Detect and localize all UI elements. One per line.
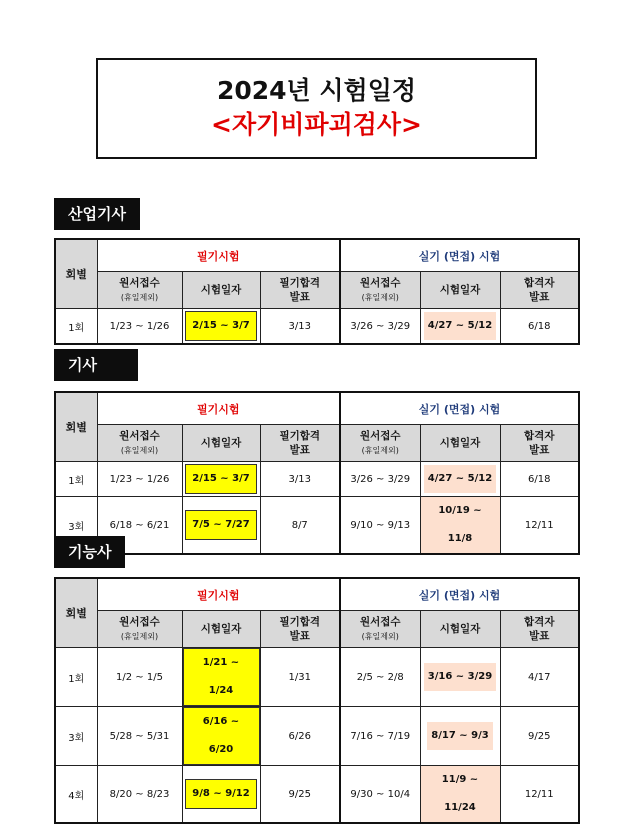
written-exam-date-header: 시험일자 bbox=[182, 425, 260, 462]
table-row bbox=[55, 707, 579, 766]
round-header: 회별 bbox=[55, 578, 97, 648]
final-result-cell: 6/18 bbox=[500, 462, 579, 497]
final-result-cell: 12/11 bbox=[500, 766, 579, 824]
practical-apply-cell: 7/16 ~ 7/19 bbox=[340, 707, 420, 766]
practical-exam-cell: 10/19 ~ 11/8 bbox=[420, 497, 500, 555]
written-apply-header: 원서접수 (휴일제외) bbox=[97, 611, 182, 648]
table-row bbox=[55, 462, 579, 497]
written-exam-date-header: 시험일자 bbox=[182, 611, 260, 648]
practical-apply-cell: 9/10 ~ 9/13 bbox=[340, 497, 420, 555]
round-cell: 3회 bbox=[55, 497, 97, 555]
schedule-table-craftsman bbox=[54, 577, 580, 824]
written-exam-group-header: 필기시험 bbox=[97, 392, 340, 425]
written-apply-cell: 1/2 ~ 1/5 bbox=[97, 648, 182, 707]
written-result-cell: 8/7 bbox=[260, 497, 340, 555]
written-result-header: 필기합격 발표 bbox=[260, 611, 340, 648]
written-apply-cell: 8/20 ~ 8/23 bbox=[97, 766, 182, 824]
practical-exam-date-header: 시험일자 bbox=[420, 425, 500, 462]
written-result-cell: 6/26 bbox=[260, 707, 340, 766]
written-exam-cell: 9/8 ~ 9/12 bbox=[182, 766, 260, 824]
practical-apply-cell: 3/26 ~ 3/29 bbox=[340, 309, 420, 345]
practical-exam-cell: 3/16 ~ 3/29 bbox=[420, 648, 500, 707]
written-apply-header: 원서접수 (휴일제외) bbox=[97, 425, 182, 462]
practical-exam-cell: 11/9 ~ 11/24 bbox=[420, 766, 500, 824]
section-label-craftsman: 기능사 bbox=[54, 536, 125, 568]
practical-apply-cell: 3/26 ~ 3/29 bbox=[340, 462, 420, 497]
practical-exam-group-header: 실기 (면접) 시험 bbox=[340, 578, 579, 611]
title-box bbox=[96, 58, 537, 159]
table-row bbox=[55, 648, 579, 707]
written-exam-date-header: 시험일자 bbox=[182, 272, 260, 309]
table-row bbox=[55, 766, 579, 824]
written-result-cell: 3/13 bbox=[260, 309, 340, 345]
round-cell: 1회 bbox=[55, 462, 97, 497]
practical-apply-cell: 9/30 ~ 10/4 bbox=[340, 766, 420, 824]
written-apply-cell: 5/28 ~ 5/31 bbox=[97, 707, 182, 766]
practical-exam-group-header: 실기 (면접) 시험 bbox=[340, 239, 579, 272]
round-cell: 3회 bbox=[55, 707, 97, 766]
written-apply-header: 원서접수 (휴일제외) bbox=[97, 272, 182, 309]
schedule-table-industrial-engineer bbox=[54, 238, 580, 345]
round-cell: 1회 bbox=[55, 648, 97, 707]
practical-exam-cell: 8/17 ~ 9/3 bbox=[420, 707, 500, 766]
written-exam-cell: 6/16 ~ 6/20 bbox=[182, 707, 260, 766]
written-exam-cell: 1/21 ~ 1/24 bbox=[182, 648, 260, 707]
written-exam-cell: 2/15 ~ 3/7 bbox=[182, 462, 260, 497]
page-title: 2024년 시험일정 bbox=[216, 76, 417, 105]
final-result-cell: 12/11 bbox=[500, 497, 579, 555]
written-exam-group-header: 필기시험 bbox=[97, 239, 340, 272]
section-label-engineer: 기사 bbox=[54, 349, 138, 381]
final-result-header: 합격자 발표 bbox=[500, 272, 579, 309]
written-apply-cell: 1/23 ~ 1/26 bbox=[97, 462, 182, 497]
written-exam-group-header: 필기시험 bbox=[97, 578, 340, 611]
written-result-cell: 9/25 bbox=[260, 766, 340, 824]
final-result-cell: 9/25 bbox=[500, 707, 579, 766]
written-exam-cell: 2/15 ~ 3/7 bbox=[182, 309, 260, 345]
round-header: 회별 bbox=[55, 392, 97, 462]
round-header: 회별 bbox=[55, 239, 97, 309]
practical-exam-cell: 4/27 ~ 5/12 bbox=[420, 309, 500, 345]
practical-exam-group-header: 실기 (면접) 시험 bbox=[340, 392, 579, 425]
schedule-table-engineer bbox=[54, 391, 580, 555]
final-result-header: 합격자 발표 bbox=[500, 425, 579, 462]
written-result-header: 필기합격 발표 bbox=[260, 272, 340, 309]
final-result-cell: 4/17 bbox=[500, 648, 579, 707]
final-result-cell: 6/18 bbox=[500, 309, 579, 345]
table-row bbox=[55, 497, 579, 555]
practical-exam-date-header: 시험일자 bbox=[420, 272, 500, 309]
practical-apply-header: 원서접수 (휴일제외) bbox=[340, 425, 420, 462]
practical-apply-cell: 2/5 ~ 2/8 bbox=[340, 648, 420, 707]
practical-exam-date-header: 시험일자 bbox=[420, 611, 500, 648]
written-apply-cell: 1/23 ~ 1/26 bbox=[97, 309, 182, 345]
page-subtitle: <자기비파괴검사> bbox=[211, 110, 422, 139]
round-cell: 4회 bbox=[55, 766, 97, 824]
table-row bbox=[55, 309, 579, 345]
written-result-header: 필기합격 발표 bbox=[260, 425, 340, 462]
written-result-cell: 3/13 bbox=[260, 462, 340, 497]
written-result-cell: 1/31 bbox=[260, 648, 340, 707]
section-label-industrial-engineer: 산업기사 bbox=[54, 198, 140, 230]
practical-apply-header: 원서접수 (휴일제외) bbox=[340, 611, 420, 648]
practical-apply-header: 원서접수 (휴일제외) bbox=[340, 272, 420, 309]
final-result-header: 합격자 발표 bbox=[500, 611, 579, 648]
round-cell: 1회 bbox=[55, 309, 97, 345]
written-apply-cell: 6/18 ~ 6/21 bbox=[97, 497, 182, 555]
written-exam-cell: 7/5 ~ 7/27 bbox=[182, 497, 260, 555]
practical-exam-cell: 4/27 ~ 5/12 bbox=[420, 462, 500, 497]
